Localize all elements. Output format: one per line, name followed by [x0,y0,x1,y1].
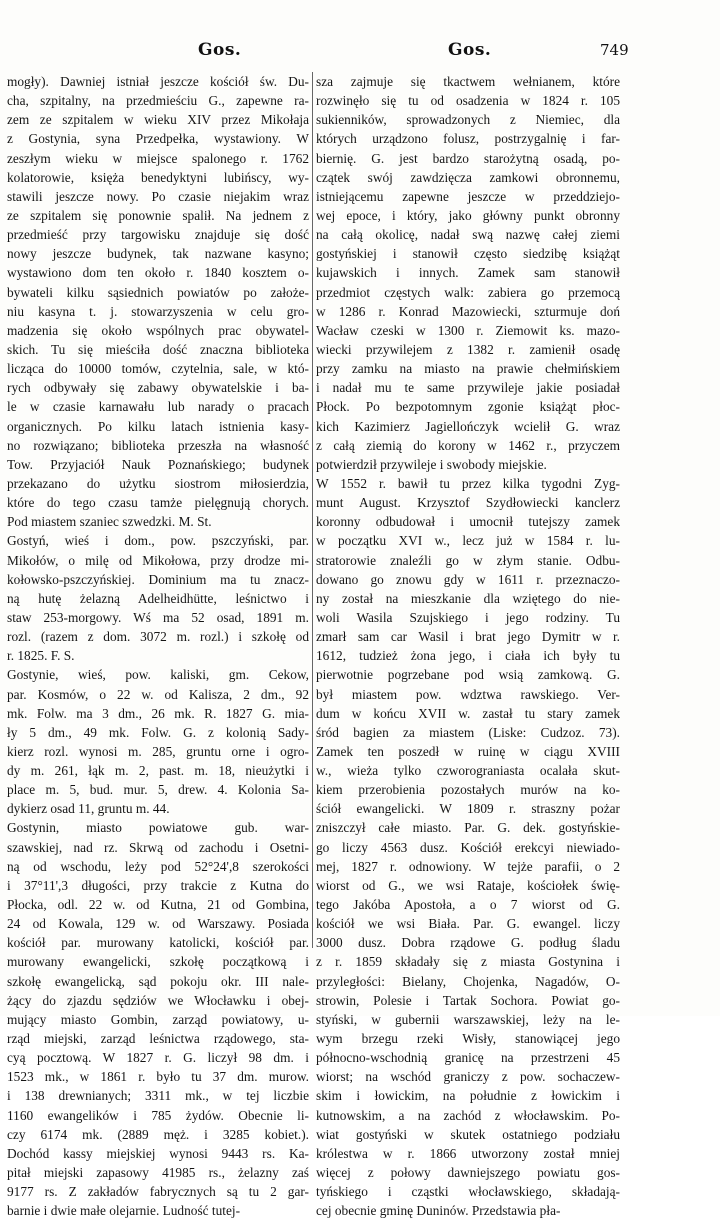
text-line: nowy jeszcze budynek, tak nazwane kasyno; [7,246,309,262]
text-line: Gostyń, wieś i dom., pow. pszczyński, par. [7,533,309,549]
text-line: wym brzegu rzeki Wisły, stanowiącej jego [316,1031,620,1047]
text-line: staw 253-morgowy. Wś ma 52 osad, 1891 m. [7,609,309,625]
text-line: cha, szpitalny, na przedmieściu G., zapewne ra- [7,93,309,109]
text-line: przyległości: Bielany, Chojenka, Nagadów, O- [316,973,620,989]
text-line: dowano go znowu gdy w 1611 r. przeznaczo- [316,571,620,587]
text-line: W 1552 r. bawił tu przez kilka tygodni Zyg- [316,475,620,491]
text-line: sukienników, sprowadzonych z Niemiec, dla [316,112,620,128]
text-line: był miastem pow. wdztwa rawskiego. Ver- [316,686,620,702]
text-line: pitał miejski zapasowy 41985 rs., żelazny zaś [7,1165,309,1181]
text-line: kujawskich i innych. Zamek sam stanowił [316,265,620,281]
text-line: 1523 mk., w 1861 r. było tu 37 dm. murow. [7,1069,309,1085]
text-line: kolatorowie, księża benedyktyni lubińscy, wy- [7,169,309,185]
text-line: styński, w gubernii warszawskiej, leży na le- [316,1011,620,1027]
text-line: Tow. Przyjaciół Nauk Poznańskiego; budynek [7,456,309,472]
text-line: munt August. Krzysztof Szydłowiecki kanclerz [316,495,620,511]
text-line: mujący miasto Gombin, zarząd powiatowy, u- [7,1011,309,1027]
text-line: skim i łowickim, na południe z łowickim i [316,1088,620,1104]
text-line: kich Kazimierz Jagiellończyk wcielił G. wraz [316,418,620,434]
text-line: rozl. (razem z dom. 3072 m. rozl.) i szkołę od [7,629,309,645]
right-column [316,72,620,1220]
text-line: w początku XVI w., lecz już w 1584 r. lu- [316,533,620,549]
text-line: place m. 5, bud. mur. 5, drew. 4. Kolonia Sa- [7,782,309,798]
text-line: w., wieża tylko czworograniasta ocalała skut- [316,763,620,779]
text-line: niu kasyna t. j. stowarzyszenia w celu gro- [7,303,309,319]
text-line: 9177 rs. Z zakładów fabrycznych są tu 2 gar- [7,1184,309,1200]
text-line: zeszłym wieku w miejsce spalonego r. 1762 [7,150,309,166]
text-line: Gostynin, miasto powiatowe gub. war- [7,820,309,836]
text-line: murowany ewangelicki, szkołę początkową i [7,954,309,970]
text-line: kościół we wsi Biała. Par. G. ewangel. liczy [316,916,620,932]
text-line: 1612, tudzież żona jego, i ciała ich były tu [316,648,620,664]
text-line: ły 5 dm., 49 mk. Folw. G. z kolonią Sady- [7,724,309,740]
text-line: dykierz osad 11, gruntu m. 44. [7,801,170,817]
text-line: 24 od Kowala, 129 w. od Warszawy. Posiada [7,916,309,932]
text-line: mogły). Dawniej istniał jeszcze kościół św. Du- [7,74,309,89]
text-line: ną od wschodu, leży pod 52°24',8 szerokości [7,858,309,874]
text-line: wiecki przywilejem z 1382 r. zamienił osadę [316,341,620,357]
text-line: gostyńskiej i stanowił często siedzibę książąt [316,246,620,262]
text-line: go liczy 4563 dusz. Kościół erekcyi niewiado- [316,839,620,855]
text-line: Zamek ten poszedł w ruinę w ciągu XVIII [316,743,620,759]
text-line: przedmieść przy targowisku znajduje się dość [7,227,309,243]
text-line: ny został na mieszkanie dla wziętego do nie- [316,590,620,606]
text-line: szawskiej, nad rz. Skrwą od zachodu i Osetni- [7,839,309,855]
text-line: stawili jeszcze nowy. Po czasie niejakim wraz [7,188,309,204]
text-line: licząca do 10000 tomów, czytelnia, sale, w któ- [7,361,309,377]
text-line: ną hutę żelazną Adelheidhütte, leśnictwo i [7,590,309,606]
text-line: 3000 dusz. Dobra rządowe G. podług śladu [316,935,620,951]
text-line: pierwotnie pogrzebane pod wsią zamkową. G. [316,667,620,683]
text-line: zmarł sam car Wasil i brat jego Dymitr w r. [316,629,620,645]
text-line: w 1286 r. Konrad Mazowiecki, szturmuje doń [316,303,620,319]
column-divider [312,72,313,948]
text-line: biernię. G. jest bardzo starożytną osadą, po- [316,150,620,166]
text-line: z r. 1859 składały się z miasta Gostynina i [316,954,620,970]
text-line: które do tego czasu tamże pielęgnują chorych. [7,495,309,511]
text-line: barnie i dwie małe olejarnie. Ludność tutej- [7,1203,241,1219]
text-line: więcej z połowy dawniejszego powiatu gos- [316,1165,620,1181]
text-line: Płocka, odl. 22 w. od Kutna, 21 od Gombina, [7,897,309,913]
text-line: ściół ewangelicki. W 1809 r. straszny pożar [316,801,620,817]
text-line: kołowsko-pszczyńskiej. Dominium ma tu znacz- [7,571,309,587]
text-line: mk. Folw. ma 3 dm., 26 mk. R. 1827 G. mia- [7,705,309,721]
text-line: i 138 drewnianych; 3311 mk., w tej liczbie [7,1088,309,1104]
text-line: żący do zjazdu sędziów we Włocławku i obej- [7,992,309,1008]
text-line: r. 1825. F. S. [7,648,75,664]
text-line: wej epoce, i który, jako główny punkt obronny [316,207,620,223]
text-line: organicznych. Po kilku latach istnienia kasy- [7,418,309,434]
text-line: cej obecnie gminę Duninów. Przedstawia pła- [316,1203,561,1219]
text-line: Mikołów, o milę od Mikołowa, przy drodze mi- [7,552,309,568]
text-line: królestwa w r. 1866 utworzony został mniej [316,1145,620,1161]
text-line: czy 6174 mk. (2889 męż. i 3285 kobiet.). [7,1126,309,1142]
text-line: stratorowie znaleźli go w złym stanie. Odbu- [316,552,620,568]
text-line: kierz rozl. wynosi m. 285, gruntu orne i ogro- [7,743,309,759]
text-line: skich. Tu się mieściła dość znaczna biblioteka [7,341,309,357]
text-line: Dochód kassy miejskiej wynosi 9443 rs. Ka- [7,1145,309,1161]
text-line: rych odbywały się zabawy obywatelskie i ba- [7,380,309,396]
text-line: rząd miejski, zarząd leśnictwa rządowego, sta- [7,1031,309,1047]
text-line: z całą ziemią do korony w 1462 r., przyczem [316,437,620,453]
left-column [7,72,309,1220]
text-line: rozwinęło się tu od osadzenia w 1824 r. 105 [316,93,620,109]
text-line: madzenia się około wspólnych prac obywatel- [7,322,309,338]
text-line: sza zajmuje się tkactwem wełnianem, które [316,74,620,89]
text-line: zniszczył całe miasto. Par. G. dek. gostyńskie- [316,820,620,836]
text-line: bywateli kilku sąsiednich powiatów po założe- [7,284,309,300]
text-line: koronny odbudował i umocnił tutejszy zamek [316,514,620,530]
text-line: ze szpitalem się ponownie spalił. Na jednem z [7,207,309,223]
text-line: Gostynie, wieś, pow. kaliski, gm. Cekow, [7,667,309,683]
text-line: szkołę ewangelicką, sąd pokoju okr. III nale- [7,973,309,989]
text-line: tego Jakóba Apostoła, a o 7 wiorst od G. [316,897,620,913]
text-line: wiorst; na wschód graniczy z pow. sochaczew- [316,1069,620,1085]
text-line: północno-wschodnią granicę na przestrzeni 45 [316,1050,620,1066]
text-line: Pod miastem szaniec szwedzki. M. St. [7,514,212,530]
text-line: kościół par. murowany katolicki, kościół par. [7,935,309,951]
text-line: na całą okolicę, nadał swą nazwę całej ziemi [316,227,620,243]
text-line: i nadał mu te same przywileje jakie posiadał [316,380,620,396]
running-head-right: Gos. [448,40,492,60]
text-line: cyą pocztową. W 1827 r. G. liczył 98 dm. i [7,1050,309,1066]
text-line: przedmiot częstych walk: zabiera go przemocą [316,284,620,300]
text-line: par. Kosmów, o 22 w. od Kalisza, 2 dm., 92 [7,686,309,702]
text-line: 1160 ewangelików i 785 żydów. Obecnie li- [7,1107,309,1123]
text-line: z Gostynia, syna Przedpełka, wystawiony. W [7,131,309,147]
text-line: Płock. Po bezpotomnym zgonie książąt płoc- [316,399,620,415]
text-line: potwierdził przywileje i swobody miejskie. [316,456,547,472]
text-line: przekazano do użytku siostrom miłosierdzia, [7,475,309,491]
text-line: strowin, Polesie i Tartak Sochora. Powiat go- [316,992,620,1008]
page-number: 749 [600,41,629,59]
text-line: czątek swój zawdzięcza zamkowi obronnemu, [316,169,620,185]
text-line: wystawiono dom ten około r. 1840 kosztem o- [7,265,309,281]
text-line: le w czasie karnawału lub narady o pracach [7,399,309,415]
text-line: istniejącemu zapewne jeszcze w przeddziejo- [316,188,620,204]
text-line: dy m. 261, łąk m. 2, past. m. 18, nieużytki i [7,763,309,779]
text-line: kutnowskim, a na zachód z włocławskim. Po- [316,1107,620,1123]
text-line: wiorst od G., we wsi Rataje, kościołek świę- [316,877,620,893]
text-line: śród bagien za miastem (Liske: Cudzoz. 73). [316,724,620,740]
text-line: woli Wasila Szujskiego i jego rodziny. Tu [316,609,620,625]
text-line: dum w końcu XVII w. zastał tu stary zamek [316,705,620,721]
text-line: przy zamku na miasto na prawie chełmińskiem [316,361,620,377]
text-line: i 37°11',3 długości, przy trakcie z Kutna do [7,877,309,893]
text-line: Wacław czeski w 1300 r. Ziemowit ks. mazo- [316,322,620,338]
text-line: tyńskiego i cząstki włocławskiego, składają- [316,1184,620,1200]
text-line: no rozwiązano; biblioteka przeszła na własność [7,437,309,453]
text-line: mej, 1827 r. odnowiony. W tejże parafii, o 2 [316,858,620,874]
running-head-left: Gos. [198,40,242,60]
text-line: zem ze szpitalem w wieku XIV przez Mikołaja [7,112,309,128]
text-line: wiat gostyński w skutek ostatniego podziału [316,1126,620,1142]
text-line: których urządzono folusz, postrzygalnię i far- [316,131,620,147]
text-line: kiem przerobienia pozostałych murów na ko- [316,782,620,798]
